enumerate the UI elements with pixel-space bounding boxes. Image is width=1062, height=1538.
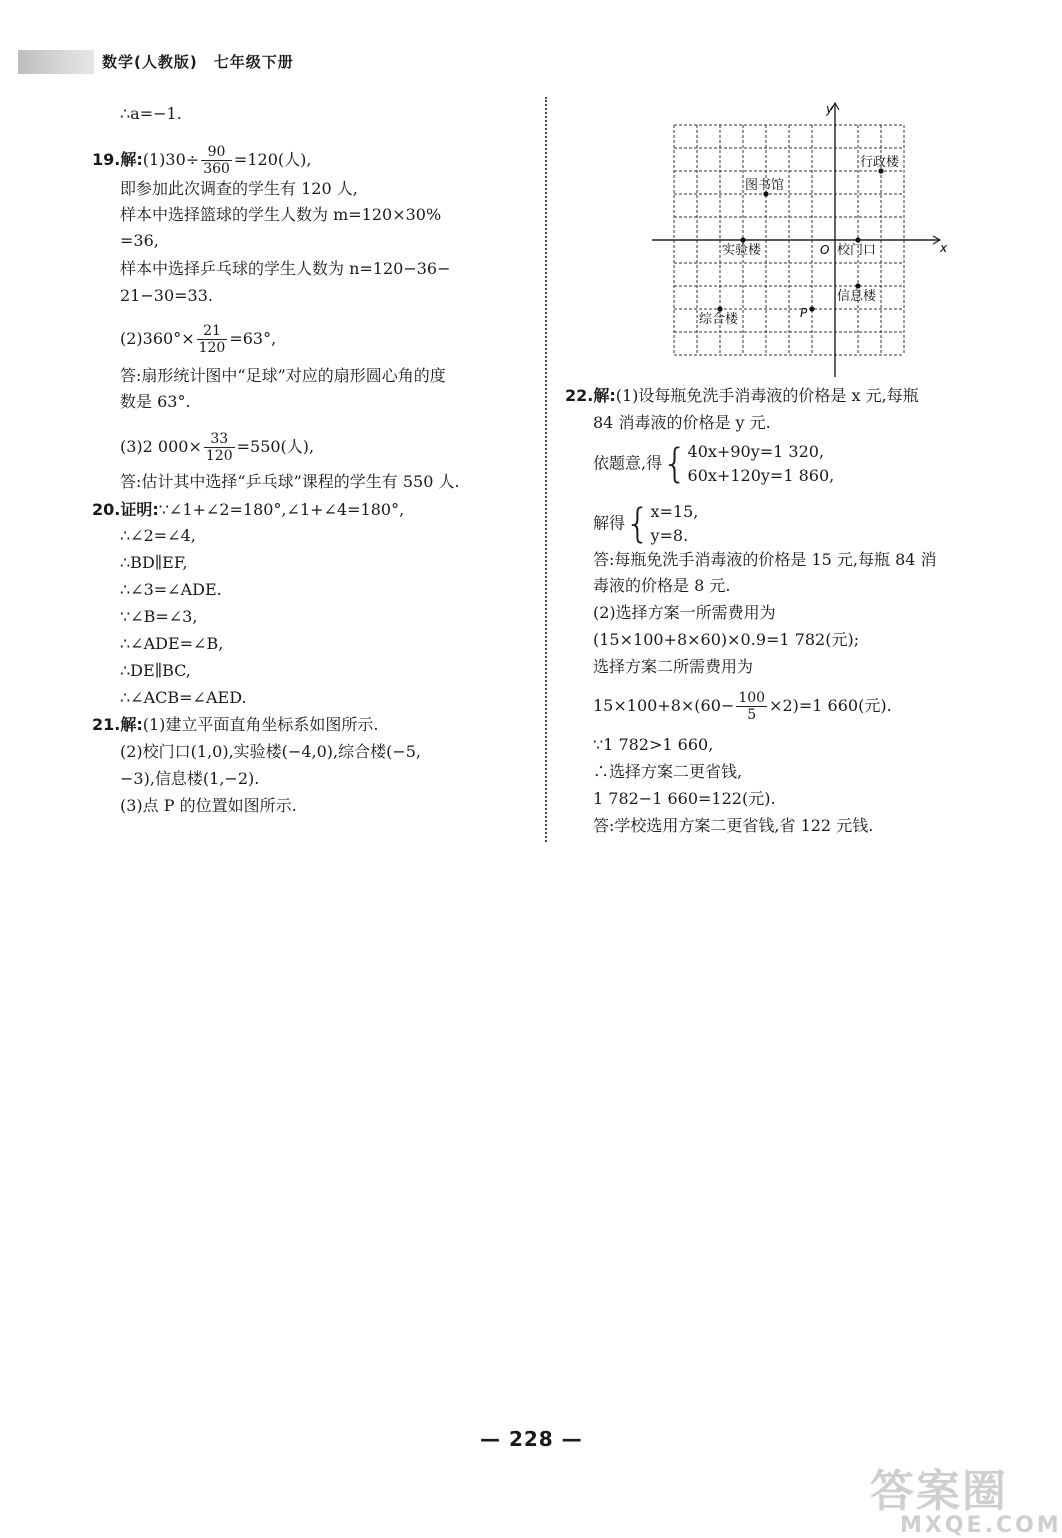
line: ∴BD∥EF, [120, 553, 188, 572]
line: ∴DE∥BC, [120, 661, 191, 680]
point-marker [740, 237, 745, 242]
origin-label: O [820, 243, 830, 257]
expr: (1)建立平面直角坐标系如图所示. [142, 715, 379, 734]
line: 选择方案二所需费用为 [593, 657, 754, 676]
header-decor-bar [18, 50, 94, 74]
line: (15×100+8×60)×0.9=1 782(元); [593, 630, 860, 649]
coordinate-graph [640, 95, 950, 380]
line: ∵∠B=∠3, [120, 607, 198, 626]
line [120, 323, 276, 356]
point-label: 实验楼 [722, 243, 762, 258]
page-number: — 228 — [480, 1427, 583, 1451]
line: 毒液的价格是 8 元. [593, 576, 731, 595]
line: (3)点 P 的位置如图所示. [120, 796, 297, 815]
line: (2)校门口(1,0),实验楼(−4,0),综合楼(−5, [120, 742, 422, 761]
line: ∴∠2=∠4, [120, 526, 196, 545]
line: 21−30=33. [120, 286, 213, 305]
line: 答:估计其中选择“乒乓球”课程的学生有 550 人. [120, 472, 460, 491]
question-number: 20. [92, 500, 121, 519]
point-label: 信息楼 [837, 289, 877, 304]
question-19-line-1 [92, 144, 311, 177]
line: 答:扇形统计图中“足球”对应的扇形圆心角的度 [120, 366, 446, 385]
line: −3),信息楼(1,−2). [120, 769, 260, 788]
axes [652, 103, 940, 377]
point-label: 行政楼 [860, 155, 900, 170]
expr: ×2)=1 660(元). [769, 696, 892, 715]
expr: (1)设每瓶免洗手消毒液的价格是 x 元,每瓶 [615, 386, 919, 405]
point-label: 综合楼 [699, 312, 739, 327]
expr: 依题意,得 [593, 453, 663, 473]
question-number: 22. [565, 386, 594, 405]
line: 答:每瓶免洗手消毒液的价格是 15 元,每瓶 84 消 [593, 550, 937, 569]
line: 即参加此次调查的学生有 120 人, [120, 179, 358, 198]
equation-system-2 [593, 500, 698, 548]
point-marker [855, 283, 860, 288]
line: 数是 63°. [120, 392, 191, 411]
question-22-line-1 [565, 386, 919, 406]
point-label: 图书馆 [745, 178, 785, 193]
line: (2)选择方案一所需费用为 [593, 603, 776, 622]
line [593, 690, 892, 723]
equation-system-1 [593, 440, 834, 488]
line: =36, [120, 231, 159, 250]
expr: 解得 [593, 513, 626, 533]
point-marker [855, 237, 860, 242]
line [120, 431, 314, 464]
answer-label: 解: [120, 715, 143, 734]
question-21-line-1 [92, 715, 379, 735]
expr: (1)30÷ [142, 150, 200, 169]
fraction: $\frac{33}{120}$ [205, 431, 233, 464]
expr: ∵∠1+∠2=180°,∠1+∠4=180°, [158, 500, 405, 519]
expr: (3)2 000× [120, 437, 202, 456]
expr: (2)360°× [120, 329, 195, 348]
brace: { [662, 441, 688, 487]
line: ∴∠ACB=∠AED. [120, 688, 247, 707]
y-axis-label: y [826, 102, 834, 116]
line: 样本中选择篮球的学生人数为 m=120×30% [120, 205, 442, 224]
system-lines: x=15, y=8. [650, 502, 699, 545]
brace: { [625, 501, 651, 547]
question-number: 19. [92, 150, 121, 169]
column-divider [545, 97, 547, 842]
point-label: P [800, 306, 808, 320]
line: ∴a=−1. [120, 104, 182, 123]
line: 1 782−1 660=122(元). [593, 789, 776, 808]
expr: =63°, [229, 329, 277, 348]
question-number: 21. [92, 715, 121, 734]
line: 样本中选择乒乓球的学生人数为 n=120−36− [120, 259, 451, 278]
line: ∴∠3=∠ADE. [120, 580, 222, 599]
x-axis-label: x [940, 241, 948, 255]
line: ∴∠ADE=∠B, [120, 634, 224, 653]
point-label: 校门口 [837, 243, 877, 258]
line: 答:学校选用方案二更省钱,省 122 元钱. [593, 816, 874, 835]
point-marker [809, 306, 814, 311]
watermark-logo: 答案圈 MXQE.COM [870, 1466, 1062, 1538]
question-20-line-1 [92, 500, 404, 520]
line: ∵1 782>1 660, [593, 735, 714, 754]
answer-label: 证明: [120, 500, 159, 519]
answer-label: 解: [120, 150, 143, 169]
book-title: 数学(人教版) 七年级下册 [102, 53, 294, 71]
line: 84 消毒液的价格是 y 元. [593, 413, 771, 432]
expr: =550(人), [236, 437, 315, 456]
fraction: $\frac{90}{360}$ [203, 144, 230, 177]
fraction: $\frac{100}{5}$ [738, 690, 766, 723]
expr: 15×100+8×(60− [593, 696, 735, 715]
system-lines: 40x+90y=1 320, 60x+120y=1 860, [687, 442, 835, 485]
expr: =120(人), [233, 150, 312, 169]
fraction: $\frac{21}{120}$ [198, 323, 226, 356]
line: ∴选择方案二更省钱, [593, 762, 743, 781]
point-marker [717, 306, 722, 311]
answer-label: 解: [593, 386, 616, 405]
